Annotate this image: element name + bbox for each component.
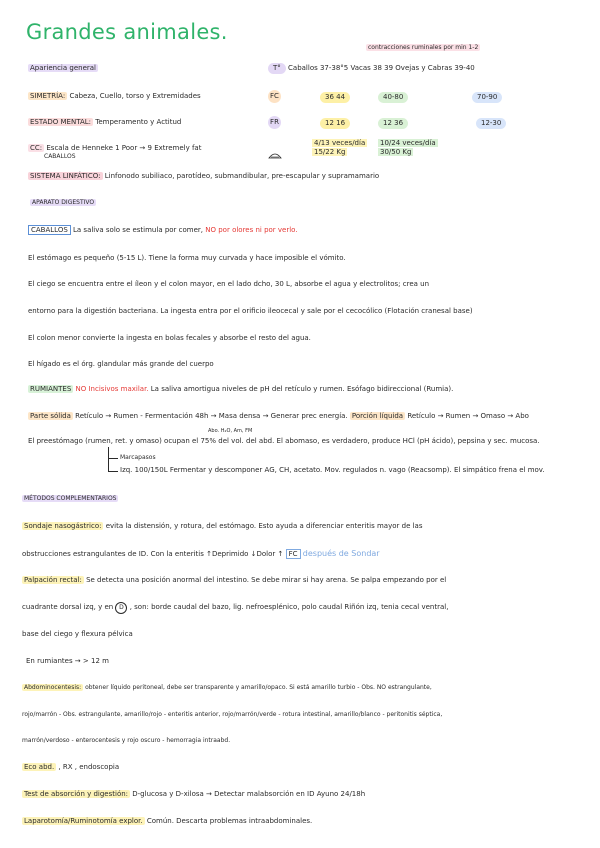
sondaje-fc: FC [286,549,301,559]
estado-row [28,118,181,127]
feces-value-2: 10/24 veces/día [380,139,436,147]
rumiantes-row [28,385,453,394]
rumiantes-text: La saliva amortigua niveles de pH del retículo y rumen. Esófago bidireccional (Rumia). [150,385,454,393]
digestive-p5: El preestómago (rumen, ret. y omaso) ocupan el 75% del vol. del abd. El abomaso, es verdadero, produce HCl (pH ácido), pepsina y sec. mucosa. [28,437,540,445]
test-label: Test de absorción y digestión: [24,790,129,798]
feces-icon [268,144,282,152]
eco-label: Eco abd. [24,763,55,771]
small-note: Abo. H₂O, Am, FM [208,428,253,434]
cc-sub: CABALLOS [44,153,76,160]
estado-label: ESTADO MENTAL: [30,118,91,126]
cc-text: Escala de Henneke 1 Poor → 9 Extremely fat [46,144,202,152]
sondaje-row-2 [22,549,380,559]
feces-value-1b: 15/22 Kg [314,148,346,156]
sondaje-text-2: obstrucciones estrangulantes de ID. Con la enteritis ↑Deprimido ↓Dolor ↑ [22,550,284,558]
linfatico-text: Linfonodo subiliaco, parotídeo, submandibular, pre-escapular y supramamario [104,172,380,180]
rumiantes-label: RUMIANTES [30,385,72,393]
laparo-text: Común. Descarta problemas intraabdominales. [146,817,313,825]
palpacion-row [22,576,446,585]
palpacion-text-4: base del ciego y flexura pélvica [22,630,133,638]
digestive-p1: El estómago es pequeño (5-15 L). Tiene la forma muy curvada y hace imposible el vómito. [28,254,346,262]
digestive-p3: El colon menor convierte la ingesta en bolas fecales y absorbe el resto del agua. [28,334,311,342]
digestive-p6: Izq. 100/150L Fermentar y descomponer AG, CH, acetato. Mov. regulados n. vago (Reacsomp). El simpático frena el mov. [120,466,545,474]
bracket-vertical [108,447,109,471]
digestive-header: APARATO DIGESTIVO [32,199,95,206]
cc-row [28,144,201,153]
sondaje-text: evita la distensión, y rotura, del estómago. Esto ayuda a diferenciar enteritis mayor de las [105,522,423,530]
solida-text: Retículo → Rumen - Fermentación 48h → Masa densa → Generar prec energía. [75,412,348,420]
caballos-label: CABALLOS [28,225,71,235]
fr-value-1: 12 16 [320,118,350,129]
marcapasos-label: Marcapasos [120,454,156,461]
fr-value-3: 12-30 [476,118,506,129]
fr-v2 [378,118,408,129]
simetria-row [28,92,201,101]
abdomino-text-3: marrón/verdoso - enterocentesis y rojo oscuro - hemorragia intraabd. [22,737,231,744]
fr-icon-wrap [268,116,281,129]
fr-value-2: 12 36 [378,118,408,129]
abdomino-row [22,684,432,692]
eco-row [22,763,119,772]
eco-text: , RX , endoscopia [58,763,120,771]
caballos-row [28,226,298,235]
temp-icon: T° [268,63,286,74]
temp-row [268,63,475,74]
fc-v3 [472,92,502,103]
palpacion-text: Se detecta una posición anormal del intestino. Se debe mirar si hay arena. Se palpa empezando por el [86,576,447,584]
simetria-text: Cabeza, Cuello, torso y Extremidades [69,92,201,100]
rumiantes-red: NO Incisivos maxilar. [75,385,149,393]
digestive-header-wrap [30,199,96,207]
apariencia-label: Apariencia general [30,64,97,72]
fc-v2 [378,92,408,103]
sondaje-note: después de Sondar [302,549,380,558]
solida-label: Parte sólida [30,412,71,420]
caballos-red: NO por olores ni por verlo. [205,226,298,234]
abdomino-text: obtener líquido peritoneal, debe ser transparente y amarillo/opaco. Si está amarillo turbio - Obs. NO estrangulante, [85,684,432,691]
feces-v1 [312,139,367,157]
liquida-text: Retículo → Rumen → Omaso → Abo [407,412,529,420]
fc-icon-wrap [268,90,281,103]
laparo-row [22,817,312,826]
linfatico-label: SISTEMA LINFÁTICO: [30,172,101,180]
fc-value-2: 40-80 [378,92,408,103]
solida-row [28,412,529,421]
test-row [22,790,365,799]
digestive-p2b: entorno para la digestión bacteriana. La ingesta entra por el orificio ileocecal y sale por el cecocólico (Flotación cranesal base) [28,307,473,315]
methods-header: MÉTODOS COMPLEMENTARIOS [24,495,117,502]
linfatico-row [28,172,379,181]
laparo-label: Laparotomía/Ruminotomía explor. [24,817,143,825]
top-note-text: contracciones ruminales por min 1-2 [368,44,479,51]
palpacion-circle: D [115,602,127,614]
cc-label: CC: [30,144,43,152]
feces-value-1: 4/13 veces/día [314,139,366,147]
bracket-arm-2 [108,471,118,472]
palpacion-label: Palpación rectal: [24,576,82,584]
methods-header-wrap [22,495,118,503]
fr-v1 [320,118,350,129]
bracket-arm-1 [108,458,118,459]
temp-text: Caballos 37-38°5 Vacas 38 39 Ovejas y Cabras 39-40 [288,64,475,72]
feces-value-2b: 30/50 Kg [380,148,412,156]
fr-v3 [476,118,506,129]
palpacion-text-2: cuadrante dorsal izq, y en [22,603,114,611]
top-note [366,44,480,52]
sondaje-label: Sondaje nasogástrico: [24,522,102,530]
palpacion-text-3: , son: borde caudal del bazo, lig. nefroesplénico, polo caudal Riñón izq, tenia cecal ventral, [129,603,449,611]
rumiantes-line: En rumiantes → > 12 m [26,657,109,665]
digestive-p4: El hígado es el órg. glandular más grande del cuerpo [28,360,214,368]
estado-text: Temperamento y Actitud [95,118,182,126]
caballos-text: La saliva solo se estimula por comer, [73,226,204,234]
feces-v2 [378,139,438,157]
abdomino-label: Abdominocentesis: [24,684,82,691]
digestive-p2a: El ciego se encuentra entre el íleon y el colon mayor, en el lado dcho, 30 L, absorbe el agua y electrolitos; crea un [28,280,430,288]
palpacion-row-2 [22,602,448,614]
fc-v1 [320,92,350,103]
liquida-label: Porción líquida [351,412,404,420]
fc-value-3: 70-90 [472,92,502,103]
fc-icon: FC [268,90,281,103]
abdomino-text-2: rojo/marrón - Obs. estrangulante, amarillo/rojo - enteritis anterior, rojo/marrón/verde - rotura intestinal, amarillo/blanco - peritonitis séptica, [22,711,443,718]
fc-value-1: 36 44 [320,92,350,103]
fr-icon: FR [268,116,281,129]
apariencia-row [28,64,98,73]
simetria-label: SIMETRÍA: [30,92,66,100]
page-title: Grandes animales. [26,20,228,44]
test-text: D-glucosa y D-xilosa → Detectar malabsorción en ID Ayuno 24/18h [132,790,366,798]
sondaje-row [22,522,422,531]
